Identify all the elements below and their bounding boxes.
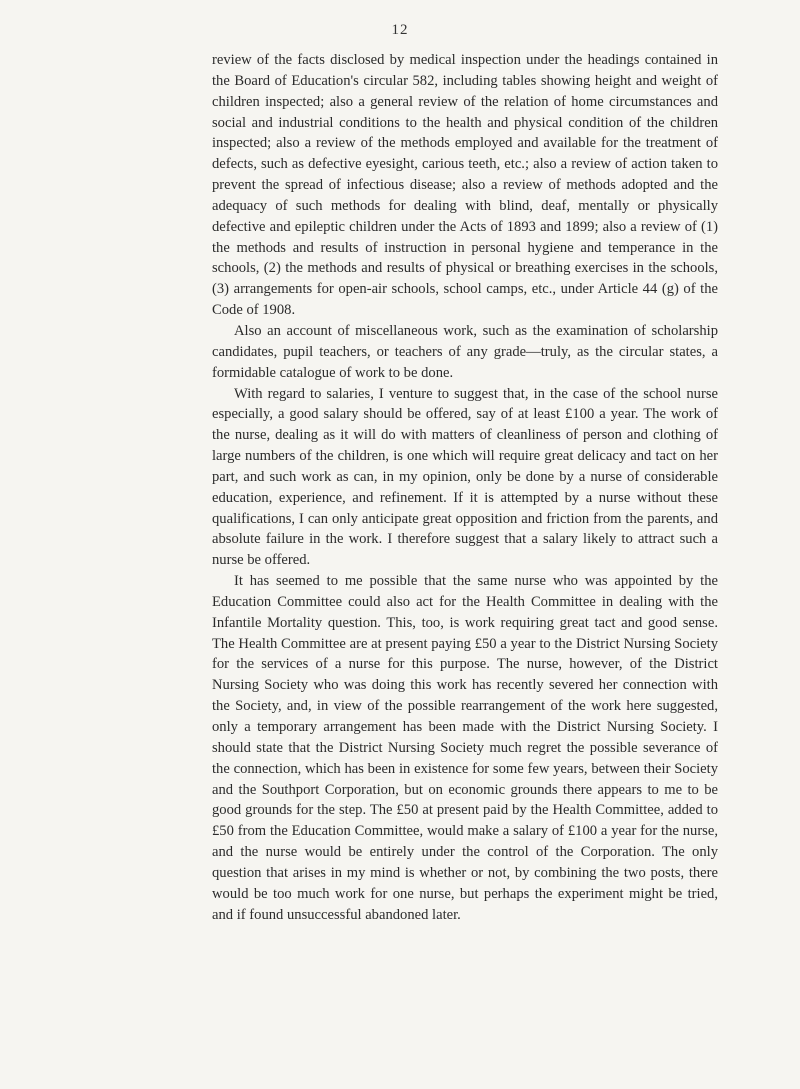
- paragraph-continuation: review of the facts disclosed by medical inspection under the headings contained in the Board of Education's circular 582, including tables showing height and weight of children inspected; also a general review of the relation of home circumstances and social and industrial conditions to the health and physical condition of the children inspected; also a review of the methods employed and available for the treatment of defects, such as defective eyesight, carious teeth, etc.; also a review of action taken to prevent the spread of infectious disease; also a review of methods adopted and the adequacy of such methods for dealing with blind, deaf, mentally or physically defective and epileptic children under the Acts of 1893 and 1899; also a review of (1) the methods and results of instruction in personal hygiene and temperance in the schools, (2) the methods and results of physical or breathing exercises in the schools, (3) arrangements for open-air schools, school camps, etc., under Article 44 (g) of the Code of 1908.: [212, 52, 718, 319]
- paragraph-miscellaneous-work: Also an account of miscellaneous work, such as the examination of scholarship candidates, pupil teachers, or teachers of any grade—truly, as the circular states, a formidable catalogue of work to be done.: [212, 322, 718, 381]
- page-number: 12: [391, 22, 409, 38]
- paragraph-salaries: With regard to salaries, I venture to suggest that, in the case of the school nurse especially, a good salary should be offered, say of at least £100 a year. The work of the nurse, dealing as it will do with matters of cleanliness of person and clothing of large numbers of the children, is one which will require great delicacy and tact on her part, and such work as can, in my opinion, only be done by a nurse of considerable education, experience, and refinement. If it is attempted by a nurse without these qualifications, I can only anticipate great opposition and friction from the parents, and absolute failure in the work. I therefore suggest that a salary likely to attract such a nurse be offered.: [212, 385, 718, 569]
- paragraph-health-committee: It has seemed to me possible that the same nurse who was appointed by the Education Committee could also act for the Health Committee in dealing with the Infantile Mortality question. This, too, is work requiring great tact and good sense. The Health Committee are at present paying £50 a year to the District Nursing Society for the services of a nurse for this purpose. The nurse, however, of the District Nursing Society who was doing this work has recently severed her connection with the Society, and, in view of the possible rearrangement of the work here suggested, only a temporary arrangement has been made with the District Nursing Society. I should state that the District Nursing Society much regret the possible severance of the connection, which has been in existence for some few years, between their Society and the Southport Corporation, but on economic grounds there appears to me to be good grounds for the step. The £50 at present paid by the Health Committee, added to £50 from the Education Committee, would make a salary of £100 a year for the nurse, and the nurse would be entirely under the control of the Corporation. The only question that arises in my mind is whether or not, by combining the two posts, there would be too much work for one nurse, but perhaps the experiment might be tried, and if found unsuccessful abandoned later.: [212, 573, 718, 923]
- body-text: [212, 50, 718, 925]
